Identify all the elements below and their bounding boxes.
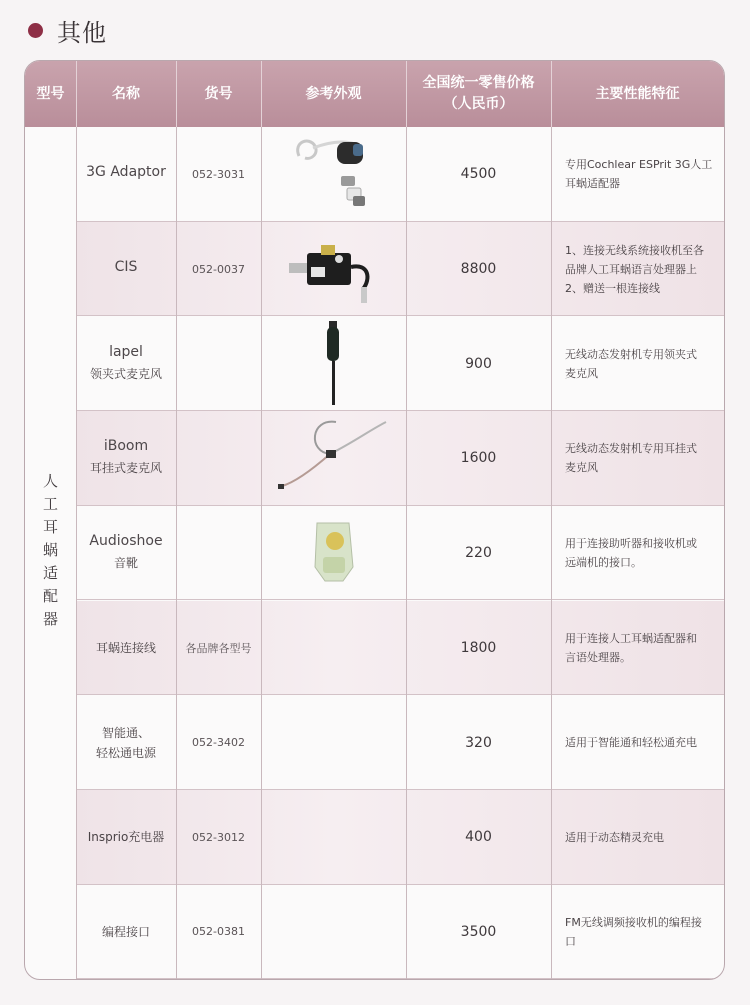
3g-adaptor-image bbox=[279, 128, 389, 221]
product-name-cell bbox=[76, 601, 176, 696]
product-name-cn: Insprio充电器 bbox=[87, 830, 165, 845]
product-name-cn: 耳挂式麦克风 bbox=[89, 461, 162, 476]
bullet-dot-icon bbox=[28, 23, 43, 38]
product-code: 052-3012 bbox=[192, 830, 245, 844]
table-row bbox=[25, 790, 724, 885]
feature-line: 用于连接人工耳蜗适配器和 bbox=[565, 631, 697, 645]
product-price: 4500 bbox=[460, 166, 497, 183]
product-name-en: Audioshoe bbox=[89, 533, 163, 550]
table-row bbox=[25, 506, 724, 601]
product-code: 052-3402 bbox=[192, 736, 245, 750]
product-features bbox=[551, 316, 724, 411]
feature-line: 麦克风 bbox=[565, 366, 598, 380]
header-type: 型号 bbox=[25, 61, 77, 127]
product-name-en: iBoom bbox=[103, 438, 149, 455]
product-price: 400 bbox=[465, 829, 492, 846]
product-features bbox=[551, 127, 724, 222]
product-code bbox=[176, 506, 261, 601]
feature-line: 2、赠送一根连接线 bbox=[565, 281, 660, 295]
feature-line: 无线动态发射机专用耳挂式 bbox=[565, 442, 697, 456]
header-code: 货号 bbox=[176, 61, 262, 127]
feature-line: 无线动态发射机专用领夹式 bbox=[565, 347, 697, 361]
section-title: 其他 bbox=[57, 18, 107, 47]
product-code: 052-0037 bbox=[192, 262, 245, 276]
product-price: 3500 bbox=[460, 923, 497, 940]
product-appearance bbox=[261, 601, 406, 696]
cis-adaptor-image bbox=[279, 223, 389, 316]
audioshoe-image bbox=[279, 507, 389, 600]
product-features bbox=[551, 695, 724, 790]
header-price-line1: 全国统一零售价格 bbox=[422, 75, 535, 91]
product-name-cn: 耳蜗连接线 bbox=[95, 640, 156, 655]
feature-line: 言语处理器。 bbox=[565, 650, 631, 664]
feature-line: 品牌人工耳蜗语言处理器上 bbox=[565, 262, 697, 276]
product-price: 8800 bbox=[460, 261, 497, 278]
product-price: 320 bbox=[465, 734, 492, 751]
product-features bbox=[551, 885, 724, 980]
product-name-cell bbox=[76, 790, 176, 885]
feature-line: 适用于智能通和轻松通充电 bbox=[565, 736, 697, 750]
feature-line: 麦克风 bbox=[565, 461, 598, 475]
column-divider bbox=[406, 127, 407, 979]
product-appearance bbox=[261, 411, 406, 506]
product-price: 220 bbox=[465, 545, 492, 562]
product-price: 900 bbox=[465, 355, 492, 372]
product-features bbox=[551, 411, 724, 506]
table-row bbox=[25, 127, 724, 222]
header-name: 名称 bbox=[76, 61, 177, 127]
product-name-cell bbox=[76, 695, 176, 790]
product-name-cn: 编程接口 bbox=[101, 924, 150, 939]
product-name-cn: 领夹式麦克风 bbox=[89, 366, 162, 381]
price-table bbox=[24, 60, 725, 980]
header-price bbox=[406, 61, 552, 127]
product-appearance bbox=[261, 316, 406, 411]
product-name-cn: 音靴 bbox=[113, 556, 138, 571]
table-row bbox=[25, 222, 724, 317]
product-appearance bbox=[261, 885, 406, 980]
product-code: 052-0381 bbox=[192, 925, 245, 939]
product-name-cell bbox=[76, 222, 176, 317]
product-appearance bbox=[261, 695, 406, 790]
product-features bbox=[551, 222, 724, 317]
product-name-en: lapel bbox=[109, 343, 143, 360]
product-price: 1800 bbox=[460, 639, 497, 656]
table-header-row bbox=[25, 61, 724, 127]
product-code: 各品牌各型号 bbox=[185, 641, 252, 655]
product-appearance bbox=[261, 506, 406, 601]
category-label: 人工耳蜗适配器 bbox=[41, 472, 59, 634]
feature-line: 专用Cochlear ESPrit 3G人工 bbox=[565, 158, 713, 172]
column-divider bbox=[76, 127, 77, 979]
header-features: 主要性能特征 bbox=[595, 85, 680, 102]
table-row bbox=[25, 885, 724, 980]
product-price: 1600 bbox=[460, 450, 497, 467]
feature-line: FM无线调频接收机的编程接 bbox=[565, 915, 702, 929]
product-name-cell bbox=[76, 127, 176, 222]
column-divider bbox=[261, 127, 262, 979]
feature-line: 用于连接助听器和接收机或 bbox=[565, 537, 697, 551]
table-row bbox=[25, 695, 724, 790]
table-row bbox=[25, 316, 724, 411]
feature-line: 1、连接无线系统接收机至各 bbox=[565, 243, 704, 257]
product-name-cell bbox=[76, 885, 176, 980]
product-name-cell bbox=[76, 411, 176, 506]
product-name-cell bbox=[76, 316, 176, 411]
table-row bbox=[25, 601, 724, 696]
iboom-microphone-image bbox=[274, 412, 394, 505]
column-divider bbox=[551, 127, 552, 979]
product-features bbox=[551, 506, 724, 601]
product-appearance bbox=[261, 127, 406, 222]
product-name-cell bbox=[76, 506, 176, 601]
product-appearance bbox=[261, 222, 406, 317]
product-name-cn: 智能通、 轻松通电源 bbox=[95, 725, 156, 760]
product-name-en: 3G Adaptor bbox=[86, 164, 166, 181]
product-features bbox=[551, 790, 724, 885]
lapel-microphone-image bbox=[279, 317, 389, 410]
header-price-line2: （人民币） bbox=[443, 96, 514, 112]
feature-line: 口 bbox=[565, 934, 576, 948]
product-code bbox=[176, 411, 261, 506]
product-code: 052-3031 bbox=[192, 167, 245, 181]
feature-line: 适用于动态精灵充电 bbox=[565, 830, 664, 844]
product-features bbox=[551, 601, 724, 696]
section-heading bbox=[28, 12, 107, 48]
feature-line: 远端机的接口。 bbox=[565, 556, 642, 570]
table-row bbox=[25, 411, 724, 506]
category-cell bbox=[25, 127, 76, 979]
product-name-en: CIS bbox=[114, 259, 138, 276]
header-appearance: 参考外观 bbox=[261, 61, 407, 127]
product-appearance bbox=[261, 790, 406, 885]
column-divider bbox=[176, 127, 177, 979]
product-code bbox=[176, 316, 261, 411]
feature-line: 耳蜗适配器 bbox=[565, 177, 620, 191]
